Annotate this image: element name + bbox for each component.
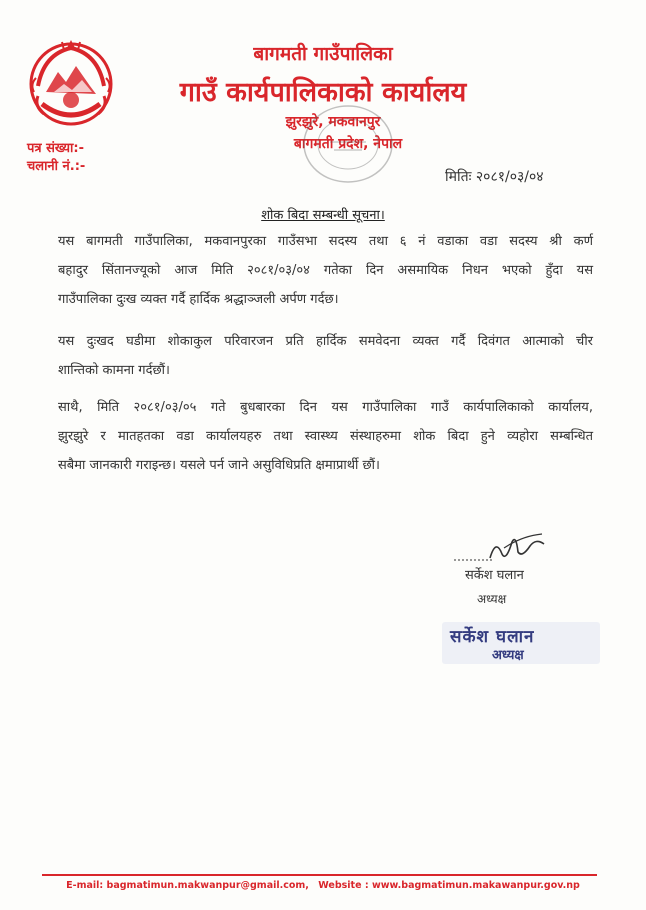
paragraph-line: झुरझुरे र मातहतका वडा कार्यालयहरु तथा स्वास्थ्य संस्थाहरुमा शोक बिदा हुने व्यहोरा सम्बन्धित xyxy=(58,429,593,444)
signatory-title: अध्यक्ष xyxy=(477,592,507,606)
body-paragraph-2 xyxy=(58,327,593,385)
email-address: bagmatimun.makwanpur@gmail.com, xyxy=(106,880,309,891)
footer-contact xyxy=(0,880,646,891)
stamp-name: सर्केश घलान xyxy=(450,627,535,647)
office-address: झुरझुरे, मकवानपुर xyxy=(285,114,381,130)
subject-text: शोक बिदा सम्बन्धी सूचना। xyxy=(261,208,385,223)
letter-date: मितिः २०८१/०३/०४ xyxy=(445,169,544,185)
office-province: बागमती प्रदेश, नेपाल xyxy=(293,136,403,152)
footer-divider xyxy=(42,874,597,876)
municipality-name: बागमती गाउँपालिका xyxy=(253,43,393,65)
email-label: E-mail: xyxy=(66,880,104,891)
website-url: www.bagmatimun.makawanpur.gov.np xyxy=(371,880,580,891)
paragraph-line: बहादुर सिंतानज्यूको आज मिति २०८१/०३/०४ गतेका दिन असमायिक निधन भएको हुँदा यस xyxy=(58,263,593,278)
paragraph-line: यस दुःखद घडीमा शोकाकुल परिवारजन प्रति हार्दिक समवेदना व्यक्त गर्दै दिवंगत आत्माको चीर xyxy=(58,334,593,349)
office-seal-stamp xyxy=(300,102,396,186)
dispatch-number-label: चलानी नं.:- xyxy=(27,159,86,174)
stamp-title: अध्यक्ष xyxy=(492,648,524,663)
handwritten-signature xyxy=(452,528,547,570)
body-paragraph-1 xyxy=(58,227,593,314)
body-paragraph-3 xyxy=(58,393,593,480)
office-name: गाउँ कार्यपालिकाको कार्यालय xyxy=(179,77,467,108)
signatory-name: सर्केश घलान xyxy=(465,568,524,583)
paragraph-line: सबैमा जानकारी गराइन्छ। यसले पर्न जाने असुविधिप्रति क्षमाप्रार्थी छौं। xyxy=(58,458,380,473)
paragraph-line: साथै, मिति २०८१/०३/०५ गते बुधबारका दिन यस गाउँपालिका गाउँ कार्यपालिकाको कार्यालय, xyxy=(58,400,593,415)
paragraph-line: शान्तिको कामना गर्दछौं। xyxy=(58,363,170,378)
subject-line xyxy=(0,205,646,223)
paragraph-line: गाउँपालिका दुःख व्यक्त गर्दै हार्दिक श्रद्धाञ्जली अर्पण गर्दछ। xyxy=(58,292,339,307)
letter-number-label: पत्र संख्या:- xyxy=(27,141,84,156)
website-label: Website : xyxy=(318,880,369,891)
paragraph-line: यस बागमती गाउँपालिका, मकवानपुरका गाउँसभा सदस्य तथा ६ नं वडाका वडा सदस्य श्री कर्ण xyxy=(58,234,593,249)
